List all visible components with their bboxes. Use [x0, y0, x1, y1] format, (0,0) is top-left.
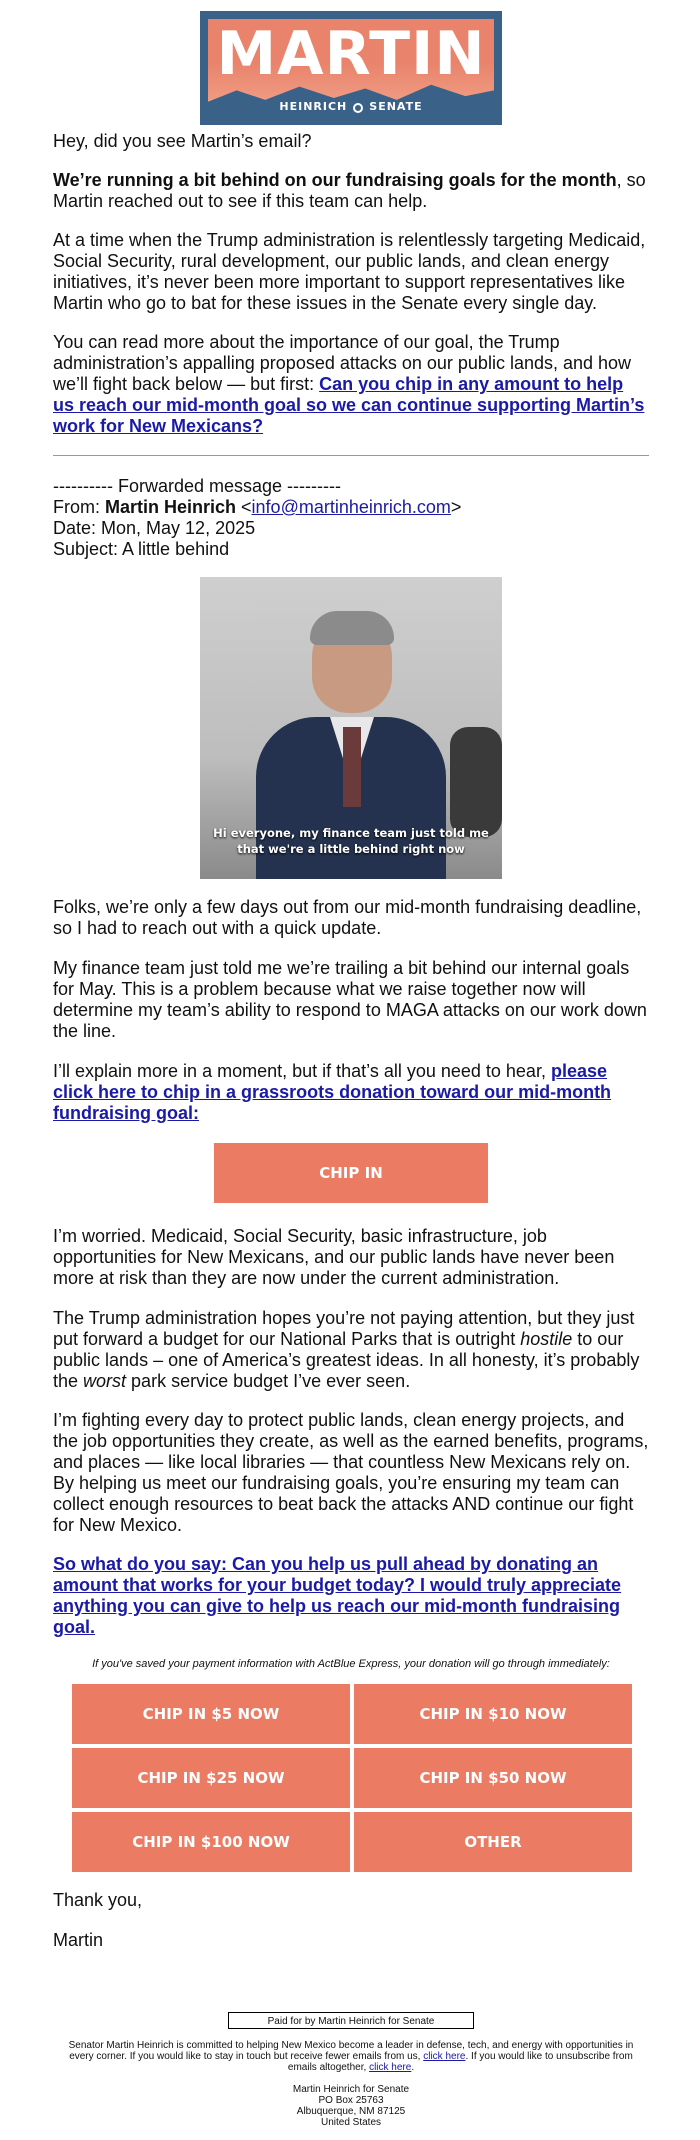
thanks: Thank you,	[53, 1890, 143, 1910]
chip-in-link-3[interactable]: So what do you say: Can you help us pull ahead by donating an amount that works for your budget today? I would truly appreciate anything you can give to help us reach our mid-month fundraising goal.	[53, 1554, 622, 1637]
intro-para-2: At a time when the Trump administration is relentlessly targeting Medicaid, Social Security, rural development, our public lands, and clean energy initiatives, it’s never been more important to support representatives like Martin who go to bat for these issues in the Senate every single day.	[53, 230, 646, 313]
caption-line-2: that we're a little behind right now	[237, 842, 465, 856]
body-para-4: I’m worried. Medicaid, Social Security, basic infrastructure, job opportunities for New Mexicans, and our public lands have never been more at risk than they are now under the current administration.	[53, 1226, 615, 1288]
footer-blurb-c: .	[411, 2062, 415, 2073]
logo-name: MARTIN	[216, 19, 486, 89]
forward-date: Date: Mon, May 12, 2025	[53, 518, 256, 538]
from-name: Martin Heinrich	[105, 497, 237, 517]
zia-icon	[353, 103, 363, 113]
forward-from: From: Martin Heinrich <info@martinheinrich.com>	[53, 497, 462, 517]
body-para-2: My finance team just told me we’re trailing a bit behind our internal goals for May. This is a problem because what we raise together now will determine my team’s ability to respond to MAGA attacks on our work down the line.	[53, 958, 647, 1041]
footer-address	[53, 2084, 649, 2128]
address-line-1: Martin Heinrich for Senate	[292, 2084, 410, 2095]
donate-100-button[interactable]: CHIP IN $100 NOW	[72, 1812, 350, 1872]
divider	[53, 455, 649, 456]
footer-blurb-a: Senator Martin Heinrich is committed to helping New Mexico become a leader in defense, tech, and energy with opportunities in every corner. If you would like to stay in touch but receive fewer emails from us,	[68, 2040, 634, 2062]
address-line-3: Albuquerque, NM 87125	[296, 2106, 406, 2117]
caption-line-1: Hi everyone, my finance team just told me	[213, 826, 489, 840]
intro-lead	[53, 170, 649, 212]
intro-lead-bold: We’re running a bit behind on our fundraising goals for the month	[53, 170, 617, 190]
p5-a: The Trump administration hopes you’re not paying attention, but they just put forward a budget for our National Parks that is outright	[53, 1308, 635, 1349]
actblue-note: If you've saved your payment information with ActBlue Express, your donation will go through immediately:	[92, 1658, 610, 1670]
p5-hostile: hostile	[520, 1329, 573, 1349]
from-email-link[interactable]: info@martinheinrich.com	[251, 497, 451, 517]
donate-10-button[interactable]: CHIP IN $10 NOW	[354, 1684, 632, 1744]
logo-tag-left: HEINRICH	[279, 100, 348, 113]
signoff: Martin	[53, 1930, 104, 1950]
p5-worst: worst	[83, 1371, 127, 1391]
intro-para-3	[53, 332, 649, 437]
donate-25-button[interactable]: CHIP IN $25 NOW	[72, 1748, 350, 1808]
fewer-emails-link[interactable]: click here	[423, 2051, 466, 2062]
chair	[450, 727, 502, 837]
p5-c: park service budget I’ve ever seen.	[126, 1371, 411, 1391]
logo-tag-right: SENATE	[369, 100, 423, 113]
body-para-5	[53, 1308, 649, 1392]
body-para-3-text: I’ll explain more in a moment, but if that’s all you need to hear,	[53, 1061, 551, 1081]
forward-subject: Subject: A little behind	[53, 539, 230, 559]
p5-b: to our public lands – one of America’s greatest ideas. In all honesty, it’s probably the	[53, 1329, 640, 1391]
from-label: From:	[53, 497, 105, 517]
footer-blurb	[60, 2040, 642, 2073]
intro-lead-rest: , so Martin reached out to see if this team can help.	[53, 170, 646, 211]
body-para-3	[53, 1061, 649, 1124]
video-thumbnail[interactable]	[200, 577, 502, 879]
unsubscribe-link[interactable]: click here	[369, 2062, 412, 2073]
body-para-1: Folks, we’re only a few days out from our mid-month fundraising deadline, so I had to reach out with a quick update.	[53, 897, 642, 938]
tie	[343, 727, 361, 807]
body-para-7	[53, 1554, 649, 1638]
video-caption	[200, 825, 502, 857]
forward-header: ---------- Forwarded message ---------	[53, 476, 341, 496]
address-line-4: United States	[320, 2117, 382, 2128]
donate-50-button[interactable]: CHIP IN $50 NOW	[354, 1748, 632, 1808]
body-para-6: I’m fighting every day to protect public lands, clean energy projects, and the job opportunities they create, as well as the earned benefits, programs, and places — like local libraries — that countless New Mexicans rely on. By helping us meet our fundraising goals, you’re ensuring my team can collect enough resources to beat back the attacks AND continue our fight for New Mexico.	[53, 1410, 649, 1535]
chip-in-button[interactable]: CHIP IN	[214, 1143, 488, 1203]
chip-in-link-2[interactable]: please click here to chip in a grassroots donation toward our mid-month fundraising goal:	[53, 1061, 612, 1123]
footer-blurb-b: . If you would like to unsubscribe from emails altogether,	[287, 2051, 633, 2073]
chip-in-link-1[interactable]: Can you chip in any amount to help us reach our mid-month goal so we can continue supporting Martin’s work for New Mexicans?	[53, 374, 645, 436]
donate-5-button[interactable]: CHIP IN $5 NOW	[72, 1684, 350, 1744]
hair	[310, 611, 394, 645]
donate-other-button[interactable]: OTHER	[354, 1812, 632, 1872]
paid-for-box: Paid for by Martin Heinrich for Senate	[228, 2012, 474, 2029]
greeting: Hey, did you see Martin’s email?	[53, 131, 312, 151]
intro-para-3-text: You can read more about the importance of our goal, the Trump administration’s appalling proposed attacks on our public lands, and how we’ll fight back below — but first:	[53, 332, 632, 394]
campaign-logo	[200, 11, 502, 125]
address-line-2: PO Box 25763	[318, 2095, 384, 2106]
logo-tagline	[208, 100, 494, 113]
